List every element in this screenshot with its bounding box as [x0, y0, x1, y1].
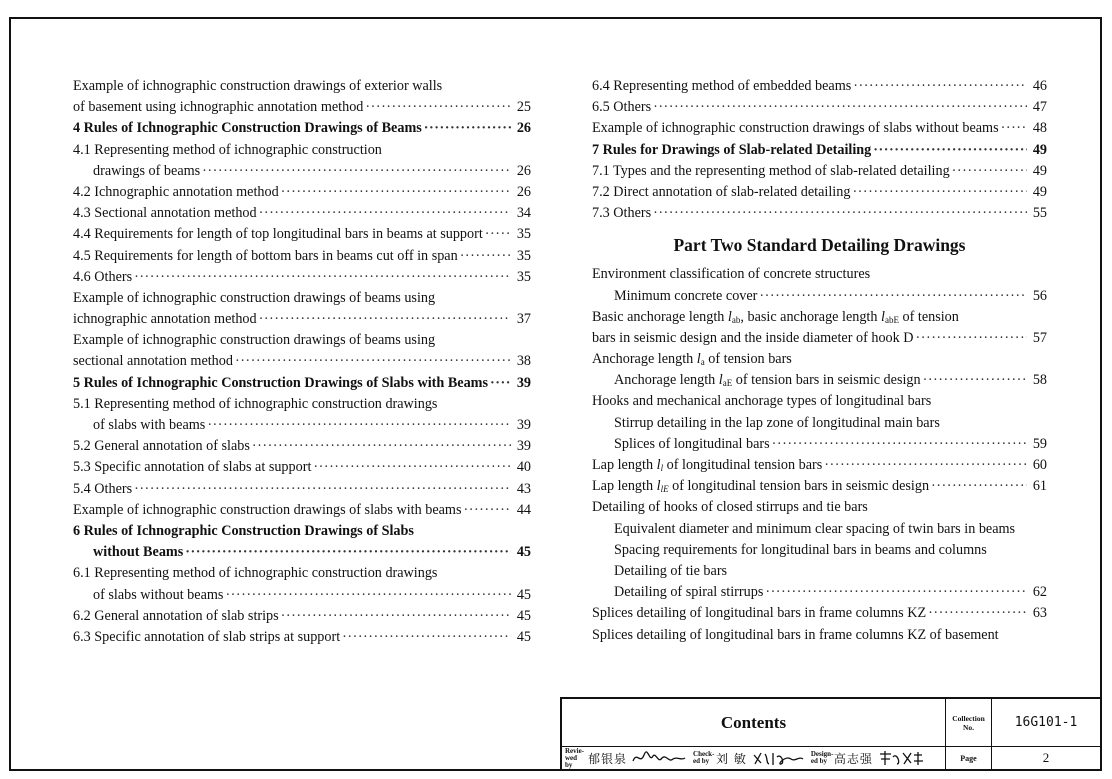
toc-entry[interactable]: Anchorage length $l_a$ of tension bars: [592, 351, 792, 368]
toc-entry[interactable]: 5.2 General annotation of slabs ····· 39: [73, 436, 531, 457]
checker-signature: [751, 749, 805, 767]
toc-entry[interactable]: 5.1 Representing method of ichnographic construction drawings: [73, 395, 438, 412]
toc-left-column: [73, 76, 531, 648]
toc-entry[interactable]: of slabs without beams ····· 45: [73, 585, 531, 606]
toc-entry[interactable]: 4.4 Requirements for length of top longitudinal bars in beams at support ····· 35: [73, 224, 531, 245]
toc-entry[interactable]: 6.3 Specific annotation of slab strips at support ····· 45: [73, 627, 531, 648]
toc-entry[interactable]: Example of ichnographic construction drawings of beams using: [73, 289, 436, 306]
part-two-title: Part Two Standard Detailing Drawings: [673, 235, 966, 256]
signature-row: [562, 747, 946, 769]
toc-entry[interactable]: 4.1 Representing method of ichnographic construction: [73, 141, 382, 158]
toc-entry[interactable]: drawings of beams ····· 26: [73, 161, 531, 182]
reviewer-signature: [631, 749, 687, 767]
toc-entry[interactable]: Splices detailing of longitudinal bars in frame columns KZ of basement: [592, 626, 999, 643]
toc-entry[interactable]: of basement using ichnographic annotation method ····· 25: [73, 97, 531, 118]
collection-label: Collection No.: [946, 699, 992, 747]
toc-entry[interactable]: Lap length $l_{lE}$ of longitudinal tension bars in seismic design ····· 61: [592, 476, 1047, 497]
toc-entry[interactable]: 4.6 Others ····· 35: [73, 267, 531, 288]
checker-name: 刘 敏: [716, 751, 747, 766]
toc-entry[interactable]: Equivalent diameter and minimum clear spacing of twin bars in beams: [614, 520, 1016, 537]
toc-entry[interactable]: 5.4 Others ····· 43: [73, 479, 531, 500]
designer-name: 高志强: [833, 751, 873, 766]
toc-section-heading[interactable]: 5 Rules of Ichnographic Construction Drawings of Slabs with Beams ····· 39: [73, 373, 531, 394]
toc-entry[interactable]: 7.3 Others ····· 55: [592, 203, 1047, 224]
toc-entry[interactable]: 7.2 Direct annotation of slab-related detailing ····· 49: [592, 182, 1047, 203]
toc-entry[interactable]: Example of ichnographic construction drawings of exterior walls: [73, 78, 443, 94]
reviewer-name: 郁银泉: [588, 751, 628, 766]
toc-entry[interactable]: 4.3 Sectional annotation method ····· 34: [73, 203, 531, 224]
toc-entry[interactable]: 6.2 General annotation of slab strips ····· 45: [73, 606, 531, 627]
title-block: [560, 697, 1100, 769]
toc-entry[interactable]: 4.2 Ichnographic annotation method ····· 26: [73, 182, 531, 203]
toc-right-column: [592, 76, 1047, 646]
toc-section-heading[interactable]: without Beams ····· 45: [73, 542, 531, 563]
title-block-title: Contents: [562, 699, 946, 747]
toc-entry[interactable]: 7.1 Types and the representing method of slab-related detailing ····· 49: [592, 161, 1047, 182]
checked-by-label: Check- ed by: [693, 750, 715, 765]
designer-signature: [877, 749, 925, 767]
toc-entry[interactable]: 6.5 Others ····· 47: [592, 97, 1047, 118]
reviewed-by-label: Revie- wed by: [565, 746, 585, 769]
toc-entry[interactable]: 6.4 Representing method of embedded beams ····· 46: [592, 76, 1047, 97]
toc-entry[interactable]: Basic anchorage length $l_{ab}$, basic anchorage length $l_{abE}$ of tension: [592, 308, 959, 325]
toc-entry[interactable]: of slabs with beams ····· 39: [73, 415, 531, 436]
toc-entry[interactable]: Example of ichnographic construction drawings of beams using: [73, 332, 436, 349]
toc-entry[interactable]: Detailing of hooks of closed stirrups and tie bars: [592, 499, 868, 516]
toc-entry[interactable]: Splices of longitudinal bars ····· 59: [592, 434, 1047, 455]
toc-entry[interactable]: Example of ichnographic construction drawings of slabs with beams ····· 44: [73, 500, 531, 521]
toc-entry[interactable]: 6.1 Representing method of ichnographic construction drawings: [73, 565, 438, 582]
toc-entry[interactable]: Splices detailing of longitudinal bars in frame columns KZ ····· 63: [592, 603, 1047, 624]
toc-entry[interactable]: Example of ichnographic construction drawings of slabs without beams ····· 48: [592, 118, 1047, 139]
toc-entry[interactable]: sectional annotation method ····· 38: [73, 351, 531, 372]
toc-section-heading[interactable]: 6 Rules of Ichnographic Construction Drawings of Slabs: [73, 522, 414, 539]
toc-entry[interactable]: Minimum concrete cover ····· 56: [592, 286, 1047, 307]
toc-entry[interactable]: bars in seismic design and the inside diameter of hook D ····· 57: [592, 328, 1047, 349]
toc-section-heading[interactable]: 7 Rules for Drawings of Slab-related Detailing ····· 49: [592, 140, 1047, 161]
toc-entry[interactable]: Spacing requirements for longitudinal bars in beams and columns: [614, 541, 987, 558]
toc-entry[interactable]: Lap length $l_l$ of longitudinal tension bars ····· 60: [592, 455, 1047, 476]
toc-entry[interactable]: 4.5 Requirements for length of bottom bars in beams cut off in span ····· 35: [73, 246, 531, 267]
page-number: 2: [1042, 750, 1050, 765]
toc-entry[interactable]: Anchorage length $l_{aE}$ of tension bars in seismic design ····· 58: [592, 370, 1047, 391]
toc-entry[interactable]: Hooks and mechanical anchorage types of longitudinal bars: [592, 393, 932, 410]
designed-by-label: Design- ed by: [810, 750, 834, 765]
toc-entry[interactable]: Stirrup detailing in the lap zone of longitudinal main bars: [614, 414, 940, 431]
toc-entry[interactable]: ichnographic annotation method ····· 37: [73, 309, 531, 330]
page-label: Page: [946, 747, 992, 769]
toc-entry[interactable]: Detailing of spiral stirrups ····· 62: [592, 582, 1047, 603]
toc-entry[interactable]: Detailing of tie bars: [614, 562, 728, 579]
toc-section-heading[interactable]: 4 Rules of Ichnographic Construction Drawings of Beams ····· 26: [73, 118, 531, 139]
collection-number: 16G101-1: [992, 699, 1100, 747]
toc-entry[interactable]: 5.3 Specific annotation of slabs at support ····· 40: [73, 457, 531, 478]
toc-entry[interactable]: Environment classification of concrete structures: [592, 266, 871, 283]
